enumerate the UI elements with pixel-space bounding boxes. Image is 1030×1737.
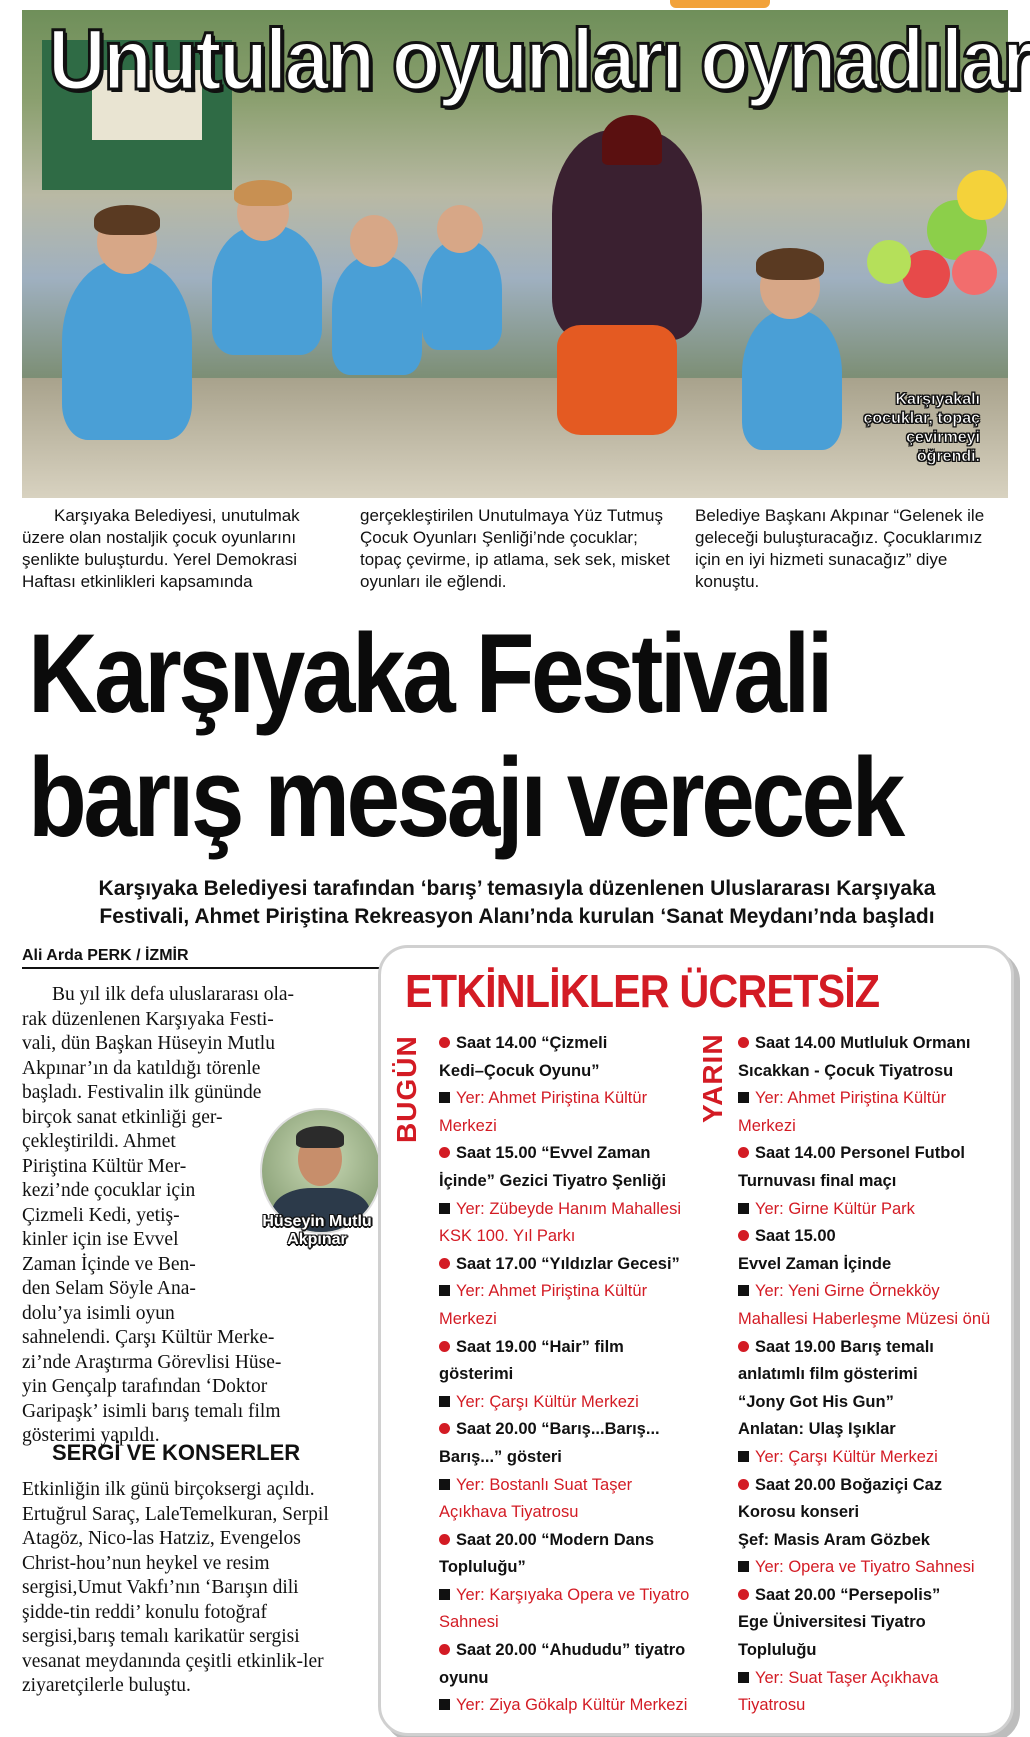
bullet-square-icon	[439, 1396, 450, 1407]
body-line: Umut Vakfı’nın ‘Barışın dili şidde-	[22, 1577, 299, 1623]
bullet-dot-icon	[439, 1644, 450, 1655]
event-time	[738, 1416, 1008, 1444]
bullet-square-icon	[439, 1479, 450, 1490]
event-place-text: Merkezi	[439, 1116, 497, 1135]
event-place-text: Yer: Zübeyde Hanım Mahallesi	[456, 1199, 682, 1218]
event-time-text: Saat 20.00 “Ahududu” tiyatro	[456, 1641, 686, 1660]
event-place	[439, 1499, 709, 1527]
bullet-dot-icon	[738, 1341, 749, 1352]
event-time	[439, 1637, 709, 1665]
bullet-dot-icon	[439, 1341, 450, 1352]
byline: Ali Arda PERK / İZMİR	[22, 947, 382, 969]
event-place	[738, 1278, 1008, 1306]
section-tab	[670, 0, 770, 8]
body-line: ler ziyaretçilerle buluştu.	[22, 1650, 324, 1696]
event-item	[439, 1251, 709, 1334]
body-line: rak düzenlenen Karşıyaka Festi-	[22, 1008, 274, 1030]
event-time	[738, 1499, 1008, 1527]
event-time	[439, 1416, 709, 1444]
bullet-dot-icon	[439, 1423, 450, 1434]
subhead-line-1: Karşıyaka Belediyesi tarafından ‘barış’ temasıyla düzenlenen Uluslararası Karşıyaka	[98, 877, 936, 900]
event-place-text: Yer: Bostanlı Suat Taşer	[456, 1475, 633, 1494]
event-place-text: Yer: Yeni Girne Örnekköy	[755, 1282, 940, 1301]
event-time	[738, 1361, 1008, 1389]
body-line: kezi’nde çocuklar için	[22, 1180, 196, 1201]
event-time-text: Şef: Masis Aram Gözbek	[738, 1530, 930, 1549]
event-time-text: oyunu	[439, 1668, 489, 1687]
event-time	[738, 1389, 1008, 1417]
event-time	[439, 1251, 709, 1279]
event-place	[439, 1582, 709, 1610]
event-time-text: Saat 19.00 Barış temalı	[755, 1337, 934, 1356]
event-time-text: anlatımlı film gösterimi	[738, 1365, 918, 1384]
bullet-square-icon	[439, 1699, 450, 1710]
body-line: Etkinliğin ilk günü birçok	[22, 1479, 225, 1500]
event-place	[439, 1389, 709, 1417]
body-line: zi’nde Araştırma Görevlisi Hüse-	[22, 1351, 282, 1373]
body-line: den Selam Söyle Ana-	[22, 1278, 196, 1299]
bullet-dot-icon	[439, 1037, 450, 1048]
event-time-text: Saat 20.00 “Persepolis”	[755, 1585, 941, 1604]
event-time-text: Saat 20.00 “Modern Dans	[456, 1530, 655, 1549]
event-time-text: Barış...” gösteri	[439, 1447, 562, 1466]
body-line: Piriştina Kültür Mer-	[22, 1155, 187, 1177]
event-place	[439, 1609, 709, 1637]
bullet-square-icon	[738, 1561, 749, 1572]
photo-title: Unutulan oyunları oynadılar	[48, 12, 1030, 108]
event-place-text: Mahallesi Haberleşme Müzesi önü	[738, 1309, 991, 1328]
headline	[28, 611, 902, 860]
event-time-text: İçinde” Gezici Tiyatro Şenliği	[439, 1171, 667, 1190]
event-place	[738, 1444, 1008, 1472]
bullet-dot-icon	[738, 1037, 749, 1048]
event-time-text: Saat 17.00 “Yıldızlar Gecesi”	[456, 1254, 680, 1273]
intro-col-3: Belediye Başkanı Akpınar “Gelenek ile geleceği buluşturacağız. Çocuklarımız için en iyi hizmeti sunacağız” diye konuştu.	[695, 506, 985, 591]
event-time	[738, 1223, 1008, 1251]
event-time	[439, 1527, 709, 1555]
body-line: dolu’ya isimli oyun	[22, 1302, 175, 1324]
event-place-text: Yer: Çarşı Kültür Merkezi	[755, 1447, 938, 1466]
event-time-text: Topluluğu”	[439, 1558, 526, 1577]
body-line: sanat meydanında çeşitli etkinlik-	[40, 1650, 304, 1672]
events-box	[378, 945, 1014, 1736]
event-place-text: Merkezi	[738, 1116, 796, 1135]
event-item	[439, 1334, 709, 1417]
event-time	[738, 1058, 1008, 1086]
body-line: yin Gençalp tarafından ‘Doktor	[22, 1376, 268, 1397]
bullet-square-icon	[738, 1285, 749, 1296]
event-time	[439, 1665, 709, 1693]
event-place	[738, 1085, 1008, 1113]
event-item	[738, 1030, 1008, 1140]
bullet-square-icon	[738, 1203, 749, 1214]
event-place-text: Sahnesi	[439, 1613, 499, 1632]
event-time-text: Saat 14.00 “Çizmeli	[456, 1034, 608, 1052]
tomorrow-label: YARIN	[697, 1033, 728, 1123]
event-time-text: Kedi–Çocuk Oyunu”	[439, 1061, 600, 1080]
event-time-text: gösterimi	[439, 1365, 514, 1384]
bullet-square-icon	[439, 1285, 450, 1296]
event-time	[439, 1334, 709, 1362]
event-place	[738, 1692, 1008, 1720]
event-place	[439, 1306, 709, 1334]
body-line: başladı. Festivalin ilk gününde	[22, 1082, 262, 1103]
event-time	[439, 1444, 709, 1472]
intro-col-1: Karşıyaka Belediyesi, unutulmak üzere olan nostaljik çocuk oyunlarını şenlikte buluşturdu. Yerel Demokrasi Haftası etkinlikleri kapsamında	[22, 506, 300, 591]
today-events	[439, 1030, 709, 1720]
event-item	[738, 1334, 1008, 1472]
headline-line-2: barış mesajı verecek	[28, 735, 902, 860]
event-time	[738, 1251, 1008, 1279]
body-line: Zaman İçinde ve Ben-	[22, 1253, 196, 1275]
bullet-dot-icon	[738, 1589, 749, 1600]
body-line: hou’nun heykel ve resim sergisi,	[22, 1552, 270, 1598]
event-place	[439, 1085, 709, 1113]
event-time	[738, 1334, 1008, 1362]
event-time-text: Saat 14.00 Personel Futbol	[755, 1144, 965, 1163]
portrait-caption: Hüseyin Mutlu Akpınar	[262, 1213, 372, 1248]
event-time	[439, 1554, 709, 1582]
bullet-square-icon	[439, 1589, 450, 1600]
event-time-text: Saat 20.00 “Barış...Barış...	[456, 1420, 660, 1439]
event-place	[439, 1196, 709, 1224]
bullet-square-icon	[439, 1203, 450, 1214]
event-place	[439, 1278, 709, 1306]
bullet-square-icon	[439, 1092, 450, 1103]
event-item	[439, 1140, 709, 1250]
event-place	[738, 1196, 1008, 1224]
body-line: gösterimi yapıldı.	[22, 1425, 160, 1446]
event-item	[738, 1140, 1008, 1223]
event-item	[439, 1527, 709, 1637]
event-place	[439, 1113, 709, 1141]
event-place-text: KSK 100. Yıl Parkı	[439, 1227, 576, 1246]
event-item	[738, 1223, 1008, 1333]
event-place-text: Yer: Opera ve Tiyatro Sahnesi	[755, 1558, 975, 1577]
event-time-text: Saat 20.00 Boğaziçi Caz	[755, 1475, 943, 1494]
event-time	[439, 1058, 709, 1086]
today-label: BUGÜN	[391, 1035, 422, 1143]
tomorrow-events	[738, 1030, 1008, 1720]
event-place-text: Açıkhava Tiyatrosu	[439, 1503, 579, 1522]
event-time	[738, 1637, 1008, 1665]
body-line: barış temalı karikatür sergisi ve	[22, 1626, 300, 1672]
event-time	[738, 1609, 1008, 1637]
event-place	[738, 1554, 1008, 1582]
section-title: SERGİ VE KONSERLER	[52, 1440, 301, 1465]
event-item	[439, 1030, 709, 1140]
event-time	[738, 1140, 1008, 1168]
event-place-text: Yer: Çarşı Kültür Merkezi	[456, 1392, 639, 1411]
event-item	[439, 1416, 709, 1526]
event-place	[738, 1306, 1008, 1334]
event-item	[439, 1637, 709, 1720]
body-line: Çizmeli Kedi, yetiş-	[22, 1204, 180, 1226]
article-body-2	[22, 1478, 347, 1699]
body-line: sergi açıldı. Ertuğrul Saraç, Lale	[22, 1479, 315, 1525]
event-time	[439, 1361, 709, 1389]
event-place-text: Yer: Suat Taşer Açıkhava	[755, 1668, 939, 1687]
subhead-line-2: Festivali, Ahmet Piriştina Rekreasyon Alanı’nda kurulan ‘Sanat Meydanı’nda başladı	[99, 905, 935, 928]
body-line: tin reddi’ konulu fotoğraf sergisi,	[22, 1601, 267, 1647]
event-time-text: Korosu konseri	[738, 1503, 860, 1522]
intro-col-2: gerçekleştirilen Unutulmaya Yüz Tutmuş Çocuk Oyunları Şenliği’nde çocuklar; topaç çevirme, ip atlama, sek sek, misket oyunları ile eğlendi.	[360, 506, 670, 591]
event-time-text: Saat 15.00 “Evvel Zaman	[456, 1144, 651, 1163]
bullet-square-icon	[738, 1672, 749, 1683]
body-line: Garipaşk’ isimli barış temalı film	[22, 1400, 281, 1422]
event-time	[439, 1140, 709, 1168]
bullet-square-icon	[738, 1451, 749, 1462]
event-time	[738, 1527, 1008, 1555]
event-place-text: Yer: Ziya Gökalp Kültür Merkezi	[456, 1696, 688, 1715]
bullet-dot-icon	[738, 1147, 749, 1158]
event-time-text: Sıcakkan - Çocuk Tiyatrosu	[738, 1061, 954, 1080]
body-line: birçok sanat etkinliği ger-	[22, 1106, 223, 1128]
body-line: kinler için ise Evvel	[22, 1229, 179, 1250]
body-line: Temelkuran, Serpil Atagöz, Nico-	[22, 1503, 329, 1549]
event-place-text: Yer: Ahmet Piriştina Kültür	[456, 1282, 648, 1301]
event-time	[738, 1030, 1008, 1058]
event-time-text: Saat 14.00 Mutluluk Ormanı	[755, 1034, 971, 1052]
event-place	[439, 1692, 709, 1720]
event-place	[738, 1665, 1008, 1693]
event-time-text: Saat 19.00 “Hair” film	[456, 1337, 624, 1356]
event-place-text: Merkezi	[439, 1309, 497, 1328]
subheadline	[22, 875, 1012, 931]
event-place-text: Yer: Ahmet Piriştina Kültür	[456, 1089, 648, 1108]
event-time	[439, 1030, 709, 1058]
event-time-text: Topluluğu	[738, 1641, 817, 1660]
bullet-square-icon	[738, 1092, 749, 1103]
event-time	[738, 1168, 1008, 1196]
body-line: Bu yıl ilk defa uluslararası ola-	[52, 984, 295, 1005]
event-time-text: Ege Üniversitesi Tiyatro	[738, 1613, 926, 1632]
photo-caption: Karşıyakalı çocuklar, topaç çevirmeyi öğrendi.	[863, 391, 980, 465]
body-line: vali, dün Başkan Hüseyin Mutlu	[22, 1033, 275, 1054]
event-place-text: Tiyatrosu	[738, 1696, 806, 1715]
event-place	[439, 1472, 709, 1500]
events-title: ETKİNLİKLER ÜCRETSİZ	[405, 965, 880, 1017]
event-place	[738, 1113, 1008, 1141]
body-line: las Hatziz, Evengelos Christ-	[22, 1528, 301, 1574]
bullet-dot-icon	[738, 1479, 749, 1490]
event-time-text: “Jony Got His Gun”	[738, 1392, 894, 1411]
headline-line-1: Karşıyaka Festivali	[28, 611, 831, 736]
bullet-dot-icon	[439, 1147, 450, 1158]
bullet-dot-icon	[738, 1230, 749, 1241]
event-place	[439, 1223, 709, 1251]
event-time-text: Anlatan: Ulaş Işıklar	[738, 1420, 896, 1439]
event-time	[439, 1168, 709, 1196]
body-line: çekleştirildi. Ahmet	[22, 1131, 176, 1152]
event-time-text: Evvel Zaman İçinde	[738, 1254, 892, 1273]
event-item	[738, 1472, 1008, 1582]
event-place-text: Yer: Karşıyaka Opera ve Tiyatro	[456, 1585, 690, 1604]
event-item	[738, 1582, 1008, 1720]
bullet-dot-icon	[439, 1258, 450, 1269]
event-time	[738, 1582, 1008, 1610]
bullet-dot-icon	[439, 1534, 450, 1545]
event-time	[738, 1472, 1008, 1500]
event-time-text: Turnuvası final maçı	[738, 1171, 897, 1190]
body-line: Akpınar’ın da katıldığı törenle	[22, 1057, 261, 1079]
body-line: sahnelendi. Çarşı Kültür Merke-	[22, 1327, 275, 1348]
event-place-text: Yer: Girne Kültür Park	[755, 1199, 915, 1218]
event-place-text: Yer: Ahmet Piriştina Kültür	[755, 1089, 947, 1108]
event-time-text: Saat 15.00	[755, 1227, 836, 1246]
